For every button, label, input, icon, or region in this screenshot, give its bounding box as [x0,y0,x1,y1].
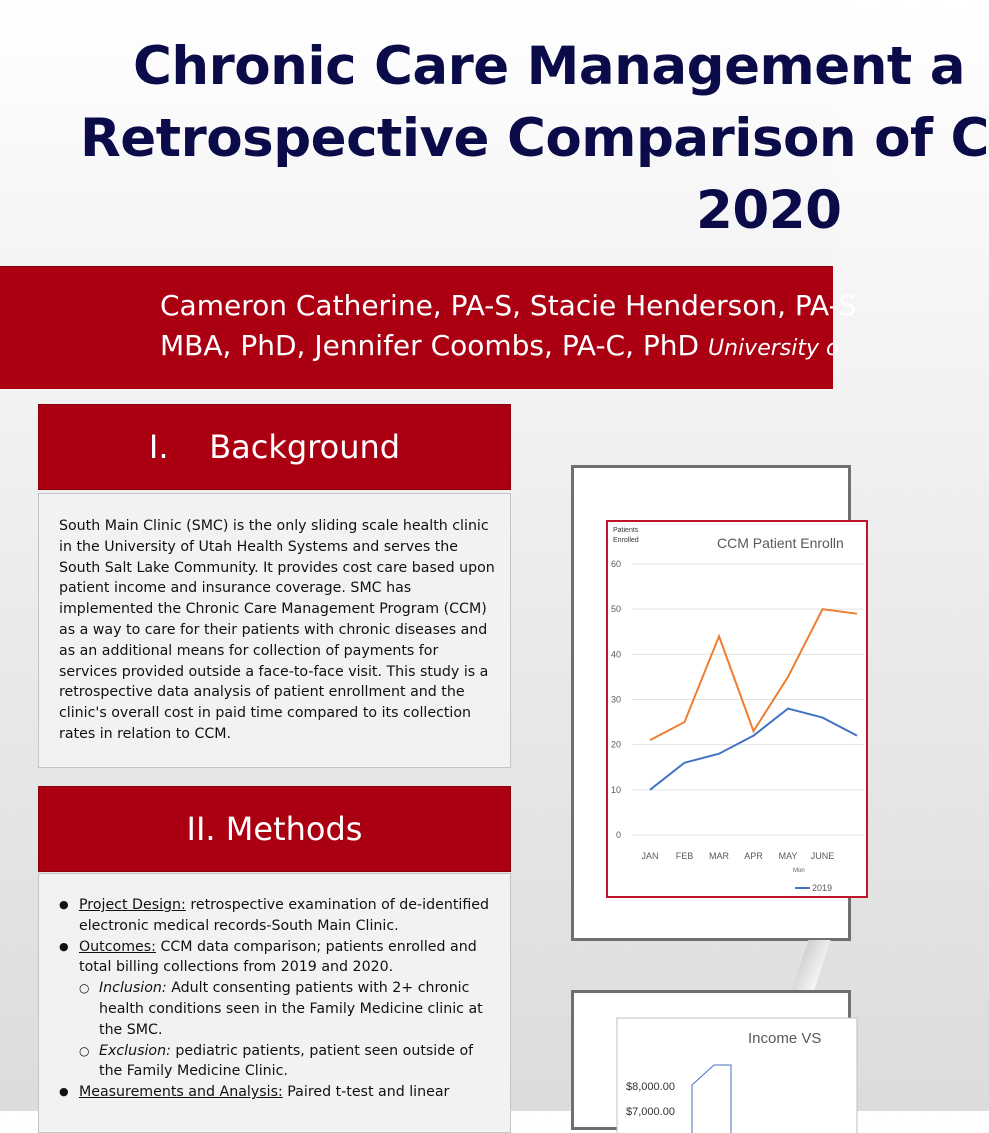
x-tick-label: JAN [641,851,659,861]
x-tick-label: FEB [675,851,694,861]
income-y-tick-8000: $8,000.00 [626,1081,675,1093]
x-tick-label: MAR [709,851,729,861]
outcomes-label: Outcomes: [79,938,156,955]
title-line-3: 2020 [696,180,842,241]
authors-line-1: Cameron Catherine, PA-S, Stacie Henderson, PA-S [160,289,857,322]
title-line-1: Chronic Care Management a [133,36,965,97]
chart-title: CCM Patient Enrolln [717,535,844,551]
methods-box [38,873,511,1133]
exclusion-label: Exclusion: [99,1042,171,1059]
y-tick-label: 40 [610,649,621,660]
income-y-tick-7000: $7,000.00 [626,1106,675,1118]
y-tick-label: 50 [610,604,621,615]
list-item [59,1041,499,1083]
x-axis-label: Mon [793,868,805,874]
x-tick-label: JUNE [810,851,835,861]
background-box [38,493,511,768]
analysis-label: Measurements and Analysis: [79,1084,283,1101]
enrollment-chart-frame [571,465,851,941]
methods-heading: II. Methods [38,786,511,872]
y-axis-label-1: Patients [613,527,639,534]
design-label: Project Design: [79,897,186,913]
analysis-text: Paired t-test and linear [282,1084,450,1101]
background-text: South Main Clinic (SMC) is the only sliding scale health clinic in the University of Utah Health Systems and serves the South Salt Lake Community. It provides cost care based upon patient income and insurance coverage. SMC has implemented the Chronic Care Management Program (CCM) as a way to care for their patients with chronic diseases and as an additional means for collection of payments for services provided outside a face-to-face visit. This study is a retrospective data analysis of patient enrollment and the clinic's overall cost in paid time compared to its collection rates in relation to CCM. [59,518,495,742]
list-item [59,1082,499,1103]
y-tick-label: 10 [610,784,621,795]
list-item [59,895,499,937]
x-tick-label: MAY [778,851,798,861]
list-item [59,978,499,1040]
authors-line-2 [160,329,839,362]
income-chart-title: Income VS [748,1030,822,1047]
y-tick-label: 0 [615,830,621,840]
design-text: retrospective examination of de-identified electronic medical records-South Main Clinic. [79,897,490,934]
list-item [59,937,499,979]
background-heading: I. Background [38,404,511,490]
decorative-streak [792,940,831,992]
x-tick-label: APR [744,851,763,861]
methods-list [59,895,499,1103]
exclusion-text: pediatric patients, patient seen outside of the Family Medicine Clinic. [99,1042,474,1080]
authors-affiliation: University o [708,336,840,361]
title-line-2: Retrospective Comparison of C [80,108,989,169]
inclusion-label: Inclusion: [99,980,167,997]
y-axis-label-2: Enrolled [613,537,639,544]
y-tick-label: 30 [610,694,621,705]
income-chart [574,993,849,1133]
enrollment-chart [574,468,849,938]
inclusion-text: Adult consenting patients with 2+ chronic health conditions seen in the Family Medicine clinic at the SMC. [99,980,483,1038]
income-chart-frame [571,990,851,1130]
poster-title [0,0,989,266]
outcomes-text: CCM data comparison; patients enrolled and total billing collections from 2019 and 2020. [79,938,477,976]
y-tick-label: 20 [610,739,621,750]
authors-names: MBA, PhD, Jennifer Coombs, PA-C, PhD [160,329,700,362]
y-tick-label: 60 [610,559,621,569]
author-band [0,266,857,389]
legend-label-2019: 2019 [812,883,833,893]
